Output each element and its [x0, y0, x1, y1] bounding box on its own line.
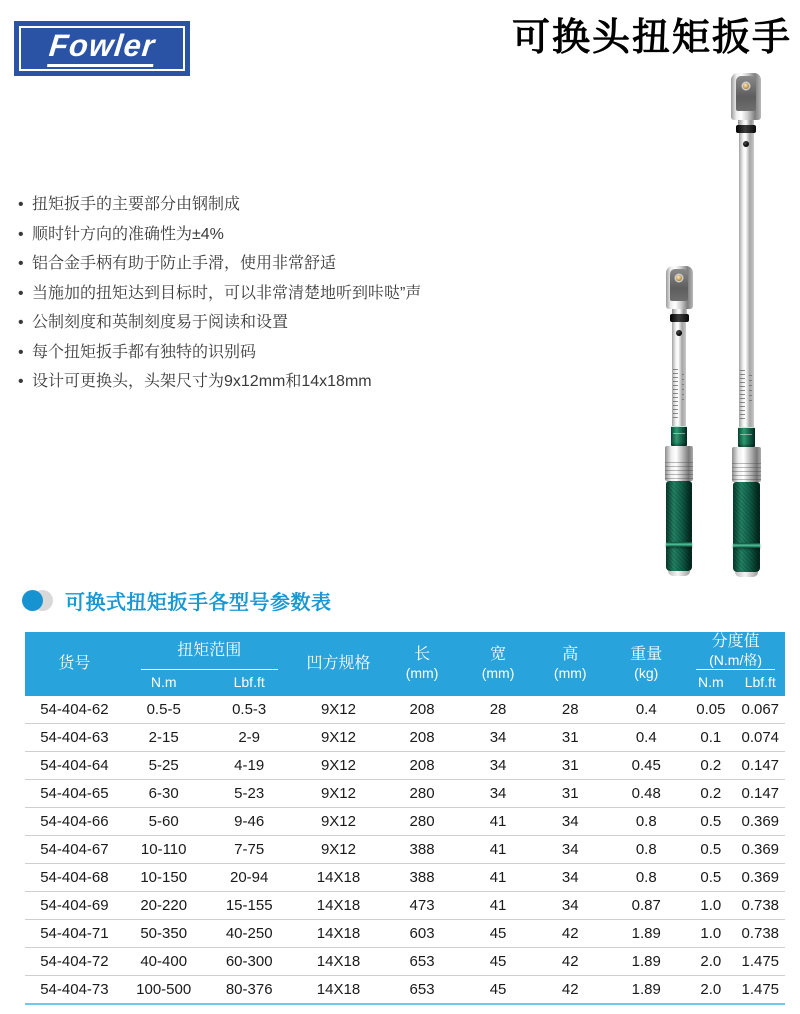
table-cell: 2.0	[686, 948, 735, 976]
table-row	[25, 920, 785, 948]
table-cell: 653	[382, 948, 462, 976]
table-row	[25, 808, 785, 836]
table-cell: 10-110	[124, 836, 204, 864]
wrench-end-cap	[668, 571, 690, 576]
table-row	[25, 948, 785, 976]
table-cell: 5-60	[124, 808, 204, 836]
table-cell: 0.2	[686, 752, 735, 780]
feature-item: • 设计可更换头，头架尺寸为9x12mm和14x18mm	[18, 367, 488, 397]
table-cell: 9X12	[295, 724, 382, 752]
table-cell: 60-300	[204, 948, 295, 976]
col-item-no: 货号	[25, 632, 124, 696]
wrench-handle	[666, 481, 692, 571]
table-cell: 54-404-62	[25, 696, 124, 724]
table-cell: 0.8	[606, 864, 686, 892]
table-cell: 388	[382, 836, 462, 864]
subcol-division-lbfft: Lbf.ft	[736, 670, 785, 696]
table-cell: 54-404-65	[25, 780, 124, 808]
feature-item: • 扭矩扳手的主要部分由钢制成	[18, 190, 488, 220]
table-cell: 9-46	[204, 808, 295, 836]
table-cell: 0.369	[736, 836, 785, 864]
table-cell: 10-150	[124, 864, 204, 892]
table-cell: 1.89	[606, 976, 686, 1004]
table-cell: 20-94	[204, 864, 295, 892]
table-cell: 0.8	[606, 836, 686, 864]
table-cell: 42	[534, 976, 606, 1004]
wrench-end-cap	[735, 572, 758, 577]
table-cell: 208	[382, 696, 462, 724]
table-cell: 1.475	[736, 948, 785, 976]
table-cell: 7-75	[204, 836, 295, 864]
table-cell: 653	[382, 976, 462, 1004]
spec-table-header	[25, 632, 785, 696]
table-row	[25, 864, 785, 892]
feature-list	[18, 190, 488, 397]
table-cell: 54-404-73	[25, 976, 124, 1004]
table-cell: 0.738	[736, 920, 785, 948]
table-row	[25, 752, 785, 780]
table-cell: 9X12	[295, 780, 382, 808]
wrench-scale-marks	[673, 366, 678, 418]
wrench-shaft-hole	[743, 141, 749, 147]
subcol-torque-lbfft: Lbf.ft	[204, 670, 295, 696]
wrench-black-ring	[736, 125, 756, 133]
table-cell: 0.5	[686, 808, 735, 836]
feature-item: • 当施加的扭矩达到目标时，可以非常清楚地听到咔哒”声	[18, 279, 488, 309]
table-cell: 0.05	[686, 696, 735, 724]
table-cell: 0.8	[606, 808, 686, 836]
table-cell: 80-376	[204, 976, 295, 1004]
wrench-head	[731, 73, 761, 120]
table-cell: 54-404-63	[25, 724, 124, 752]
table-cell: 9X12	[295, 696, 382, 724]
table-cell: 100-500	[124, 976, 204, 1004]
wrench-adjuster-band	[738, 427, 755, 447]
table-cell: 14X18	[295, 892, 382, 920]
table-cell: 1.89	[606, 920, 686, 948]
fowler-logo-frame	[19, 26, 185, 71]
table-cell: 34	[462, 752, 534, 780]
spec-table-body	[25, 696, 785, 1004]
table-cell: 0.45	[606, 752, 686, 780]
table-cell: 2-15	[124, 724, 204, 752]
table-cell: 0.147	[736, 780, 785, 808]
col-square-spec: 凹方规格	[295, 632, 382, 696]
table-cell: 5-25	[124, 752, 204, 780]
table-cell: 0.4	[606, 696, 686, 724]
section-header	[22, 586, 332, 615]
wrench-scale-marks	[740, 367, 746, 419]
table-cell: 54-404-71	[25, 920, 124, 948]
wrench-handle-groove	[733, 543, 760, 548]
table-cell: 2.0	[686, 976, 735, 1004]
table-cell: 1.0	[686, 920, 735, 948]
table-cell: 42	[534, 948, 606, 976]
col-weight: 重量 (kg)	[606, 632, 686, 696]
wrench-scale-marks-minor	[749, 375, 752, 401]
table-cell: 31	[534, 752, 606, 780]
table-cell: 34	[462, 724, 534, 752]
wrench-scale-marks-minor	[682, 374, 684, 400]
table-cell: 0.1	[686, 724, 735, 752]
table-cell: 473	[382, 892, 462, 920]
col-length: 长 (mm)	[382, 632, 462, 696]
table-cell: 45	[462, 948, 534, 976]
table-cell: 28	[462, 696, 534, 724]
wrench-knurled-collar	[665, 446, 693, 481]
feature-item: • 每个扭矩扳手都有独特的识别码	[18, 338, 488, 368]
fowler-logo-text: Fowler	[47, 30, 157, 67]
table-cell: 40-250	[204, 920, 295, 948]
wrench-shaft	[672, 322, 686, 426]
table-cell: 54-404-66	[25, 808, 124, 836]
table-cell: 54-404-64	[25, 752, 124, 780]
table-cell: 0.87	[606, 892, 686, 920]
section-bullet-icon	[22, 590, 53, 611]
feature-item: • 铝合金手柄有助于防止手滑，使用非常舒适	[18, 249, 488, 279]
col-group-division-value: 分度值 (N.m/格)	[686, 632, 785, 670]
table-cell: 31	[534, 724, 606, 752]
table-cell: 41	[462, 808, 534, 836]
table-cell: 0.738	[736, 892, 785, 920]
table-cell: 0.147	[736, 752, 785, 780]
table-cell: 45	[462, 920, 534, 948]
table-cell: 9X12	[295, 808, 382, 836]
table-cell: 0.5	[686, 864, 735, 892]
table-cell: 0.369	[736, 808, 785, 836]
table-cell: 9X12	[295, 836, 382, 864]
table-cell: 54-404-69	[25, 892, 124, 920]
subcol-division-nm: N.m	[686, 670, 735, 696]
wrench-shaft-hole	[676, 330, 682, 336]
col-group-torque-range: 扭矩范围	[124, 632, 295, 670]
table-cell: 31	[534, 780, 606, 808]
table-cell: 4-19	[204, 752, 295, 780]
table-cell: 280	[382, 808, 462, 836]
section-title: 可换式扭矩扳手各型号参数表	[65, 592, 332, 614]
table-cell: 0.5-5	[124, 696, 204, 724]
table-cell: 0.369	[736, 864, 785, 892]
table-cell: 41	[462, 836, 534, 864]
wrench-handle	[733, 482, 760, 572]
table-cell: 9X12	[295, 752, 382, 780]
product-image-long-wrench	[724, 73, 768, 577]
page-title: 可换头扭矩扳手	[511, 17, 792, 59]
table-cell: 50-350	[124, 920, 204, 948]
wrench-handle-groove	[666, 542, 692, 547]
table-cell: 34	[534, 892, 606, 920]
table-cell: 34	[534, 836, 606, 864]
table-cell: 208	[382, 724, 462, 752]
table-cell: 34	[534, 808, 606, 836]
spec-table	[25, 632, 785, 1005]
wrench-black-ring	[670, 314, 689, 322]
table-cell: 1.475	[736, 976, 785, 1004]
fowler-logo	[14, 21, 190, 76]
table-row	[25, 836, 785, 864]
table-cell: 41	[462, 892, 534, 920]
table-cell: 45	[462, 976, 534, 1004]
table-cell: 0.5-3	[204, 696, 295, 724]
table-cell: 1.0	[686, 892, 735, 920]
wrench-head-face	[670, 269, 687, 301]
wrench-shaft	[739, 133, 754, 427]
table-row	[25, 724, 785, 752]
product-image-short-wrench	[657, 266, 701, 576]
table-row	[25, 976, 785, 1004]
table-cell: 0.4	[606, 724, 686, 752]
table-cell: 0.074	[736, 724, 785, 752]
table-cell: 20-220	[124, 892, 204, 920]
feature-item: • 顺时针方向的准确性为±4%	[18, 220, 488, 250]
subcol-torque-nm: N.m	[124, 670, 204, 696]
wrench-head	[666, 266, 693, 309]
feature-item: • 公制刻度和英制刻度易于阅读和设置	[18, 308, 488, 338]
table-cell: 14X18	[295, 864, 382, 892]
table-cell: 0.067	[736, 696, 785, 724]
table-cell: 54-404-72	[25, 948, 124, 976]
table-cell: 603	[382, 920, 462, 948]
table-cell: 280	[382, 780, 462, 808]
table-cell: 208	[382, 752, 462, 780]
table-cell: 0.48	[606, 780, 686, 808]
table-cell: 14X18	[295, 920, 382, 948]
table-cell: 0.5	[686, 836, 735, 864]
table-cell: 34	[462, 780, 534, 808]
table-cell: 5-23	[204, 780, 295, 808]
wrench-adjuster-band	[671, 426, 687, 446]
col-width: 宽 (mm)	[462, 632, 534, 696]
table-cell: 28	[534, 696, 606, 724]
table-cell: 1.89	[606, 948, 686, 976]
table-cell: 14X18	[295, 948, 382, 976]
table-cell: 0.2	[686, 780, 735, 808]
wrench-head-face	[736, 76, 755, 111]
table-cell: 41	[462, 864, 534, 892]
table-cell: 54-404-67	[25, 836, 124, 864]
table-row	[25, 780, 785, 808]
table-cell: 15-155	[204, 892, 295, 920]
table-row	[25, 696, 785, 724]
table-cell: 14X18	[295, 976, 382, 1004]
table-cell: 6-30	[124, 780, 204, 808]
table-cell: 40-400	[124, 948, 204, 976]
table-cell: 54-404-68	[25, 864, 124, 892]
table-row	[25, 892, 785, 920]
table-cell: 388	[382, 864, 462, 892]
table-cell: 2-9	[204, 724, 295, 752]
wrench-knurled-collar	[732, 447, 761, 482]
col-height: 高 (mm)	[534, 632, 606, 696]
table-cell: 34	[534, 864, 606, 892]
table-cell: 42	[534, 920, 606, 948]
